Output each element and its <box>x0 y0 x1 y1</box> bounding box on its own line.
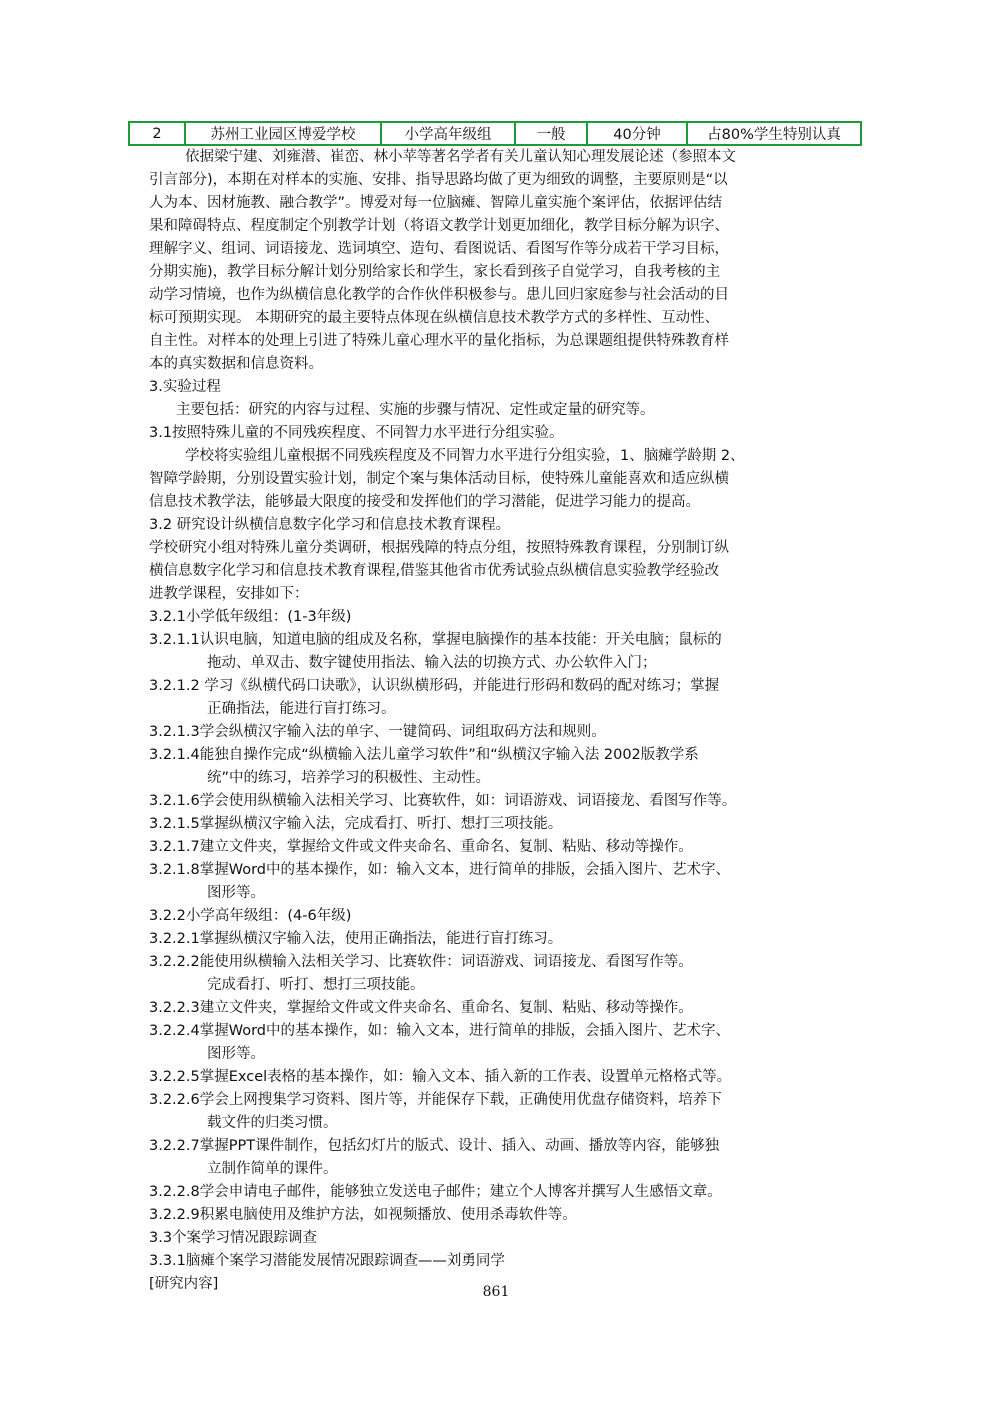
cell-index: 2 <box>129 122 185 145</box>
text-line: 载文件的归类习惯。 <box>207 1115 338 1131</box>
text-line: 学校将实验组儿童根据不同残疾程度及不同智力水平进行分组实验，1、脑瘫学龄期 2、 <box>185 448 745 464</box>
text-line: 3.2 研究设计纵横信息数字化学习和信息技术教育课程。 <box>149 517 511 533</box>
text-line: 3.2.1.6学会使用纵横输入法相关学习、比赛软件，如：词语游戏、词语接龙、看图写作等。 <box>149 793 737 809</box>
text-line: 3.3个案学习情况跟踪调查 <box>149 1230 318 1246</box>
text-line: 拖动、单双击、数字键使用指法、输入法的切换方式、办公软件入门； <box>207 655 657 671</box>
text-line: 正确指法，能进行盲打练习。 <box>207 701 396 717</box>
text-line: 进教学课程，安排如下： <box>149 586 309 602</box>
page-number: 861 <box>482 1284 510 1300</box>
text-line: 立制作简单的课件。 <box>207 1161 338 1177</box>
text-line: [研究内容] <box>149 1276 219 1292</box>
text-line: 横信息数字化学习和信息技术教育课程,借鉴其他省市优秀试验点纵横信息实验教学经验改 <box>149 563 720 579</box>
text-line: 3.2.1.2 学习《纵横代码口诀歌》，认识纵横形码，并能进行形码和数码的配对练习；掌握 <box>149 678 720 694</box>
table-row <box>129 122 861 145</box>
text-line: 图形等。 <box>207 885 265 901</box>
text-line: 3.2.2.2能使用纵横输入法相关学习、比赛软件：词语游戏、词语接龙、看图写作等。 <box>149 954 693 970</box>
text-line: 3.2.2.1掌握纵横汉字输入法，使用正确指法，能进行盲打练习。 <box>149 931 563 947</box>
text-line: 3.2.2.6学会上网搜集学习资料、图片等，并能保存下载，正确使用优盘存储资料，培养下 <box>149 1092 722 1108</box>
text-line: 3.1按照特殊儿童的不同残疾程度、不同智力水平进行分组实验。 <box>149 425 564 441</box>
text-line: 主要包括：研究的内容与过程、实施的步骤与情况、定性或定量的研究等。 <box>176 402 655 418</box>
text-line: 3.2.1.3学会纵横汉字输入法的单字、一键简码、词组取码方法和规则。 <box>149 724 606 740</box>
body-text <box>149 146 849 1296</box>
text-line: 智障学龄期，分别设置实验计划，制定个案与集体活动目标，使特殊儿童能喜欢和适应纵横 <box>149 471 729 487</box>
text-line: 信息技术教学法，能够最大限度的接受和发挥他们的学习潜能，促进学习能力的提高。 <box>149 494 700 510</box>
text-line: 3.2.2.5掌握Excel表格的基本操作，如：输入文本、插入新的工作表、设置单元格格式等。 <box>149 1069 732 1085</box>
text-line: 学校研究小组对特殊儿童分类调研，根据残障的特点分组，按照特殊教育课程，分别制订纵 <box>149 540 729 556</box>
text-line: 3.3.1脑瘫个案学习潜能发展情况跟踪调查——刘勇同学 <box>149 1253 505 1269</box>
text-line: 动学习情境，也作为纵横信息化教学的合作伙伴积极参与。患儿回归家庭参与社会活动的目 <box>149 287 729 303</box>
cell-remark: 占80%学生特别认真 <box>687 122 861 145</box>
text-line: 引言部分)，本期在对样本的实施、安排、指导思路均做了更为细致的调整，主要原则是“以 <box>149 172 728 188</box>
cell-level: 一般 <box>515 122 587 145</box>
cell-duration: 40分钟 <box>587 122 687 145</box>
text-line: 3.2.2.7掌握PPT课件制作，包括幻灯片的版式、设计、插入、动画、播放等内容，能够独 <box>149 1138 720 1154</box>
text-line: 3.2.1.8掌握Word中的基本操作，如：输入文本，进行简单的排版，会插入图片、艺术字、 <box>149 862 730 878</box>
text-line: 3.2.1.7建立文件夹，掌握给文件或文件夹命名、重命名、复制、粘贴、移动等操作。 <box>149 839 693 855</box>
summary-table <box>128 121 862 146</box>
text-line: 3.2.2.4掌握Word中的基本操作，如：输入文本，进行简单的排版，会插入图片、艺术字、 <box>149 1023 730 1039</box>
text-line: 理解字义、组词、词语接龙、选词填空、造句、看图说话、看图写作等分成若干学习目标， <box>149 241 729 257</box>
text-line: 3.2.1.1认识电脑，知道电脑的组成及名称，掌握电脑操作的基本技能：开关电脑；鼠标的 <box>149 632 722 648</box>
text-line: 3.2.2.3建立文件夹，掌握给文件或文件夹命名、重命名、复制、粘贴、移动等操作。 <box>149 1000 693 1016</box>
text-line: 3.实验过程 <box>149 379 221 395</box>
text-line: 3.2.1小学低年级组：(1-3年级) <box>149 609 352 625</box>
text-line: 3.2.1.5掌握纵横汉字输入法，完成看打、听打、想打三项技能。 <box>149 816 563 832</box>
text-line: 分期实施)，教学目标分解计划分别给家长和学生，家长看到孩子自觉学习，自我考核的主 <box>149 264 721 280</box>
text-line: 3.2.2.9积累电脑使用及维护方法，如视频播放、使用杀毒软件等。 <box>149 1207 577 1223</box>
text-line: 统”中的练习，培养学习的积极性、主动性。 <box>207 770 491 786</box>
text-line: 图形等。 <box>207 1046 265 1062</box>
cell-school: 苏州工业园区博爱学校 <box>185 122 381 145</box>
text-line: 完成看打、听打、想打三项技能。 <box>207 977 425 993</box>
cell-group: 小学高年级组 <box>381 122 515 145</box>
text-line: 果和障碍特点、程度制定个别教学计划（将语文教学计划更加细化，教学目标分解为识字、 <box>149 218 729 234</box>
text-line: 3.2.1.4能独自操作完成“纵横输入法儿童学习软件”和“纵横汉字输入法 2002版教学系 <box>149 747 699 763</box>
text-line: 3.2.2.8学会申请电子邮件，能够独立发送电子邮件；建立个人博客并撰写人生感悟文章。 <box>149 1184 722 1200</box>
text-line: 人为本、因材施教、融合教学”。博爱对每一位脑瘫、智障儿童实施个案评估，依据评估结 <box>149 195 723 211</box>
text-line: 依据梁宁建、刘雍潜、崔峦、林小苹等著名学者有关儿童认知心理发展论述（参照本文 <box>185 149 736 165</box>
text-line: 本的真实数据和信息资料。 <box>149 356 323 372</box>
text-line: 自主性。对样本的处理上引进了特殊儿童心理水平的量化指标，为总课题组提供特殊教育样 <box>149 333 729 349</box>
text-line: 标可预期实现。 本期研究的最主要特点体现在纵横信息技术教学方式的多样性、互动性、 <box>149 310 720 326</box>
text-line: 3.2.2小学高年级组：(4-6年级) <box>149 908 352 924</box>
